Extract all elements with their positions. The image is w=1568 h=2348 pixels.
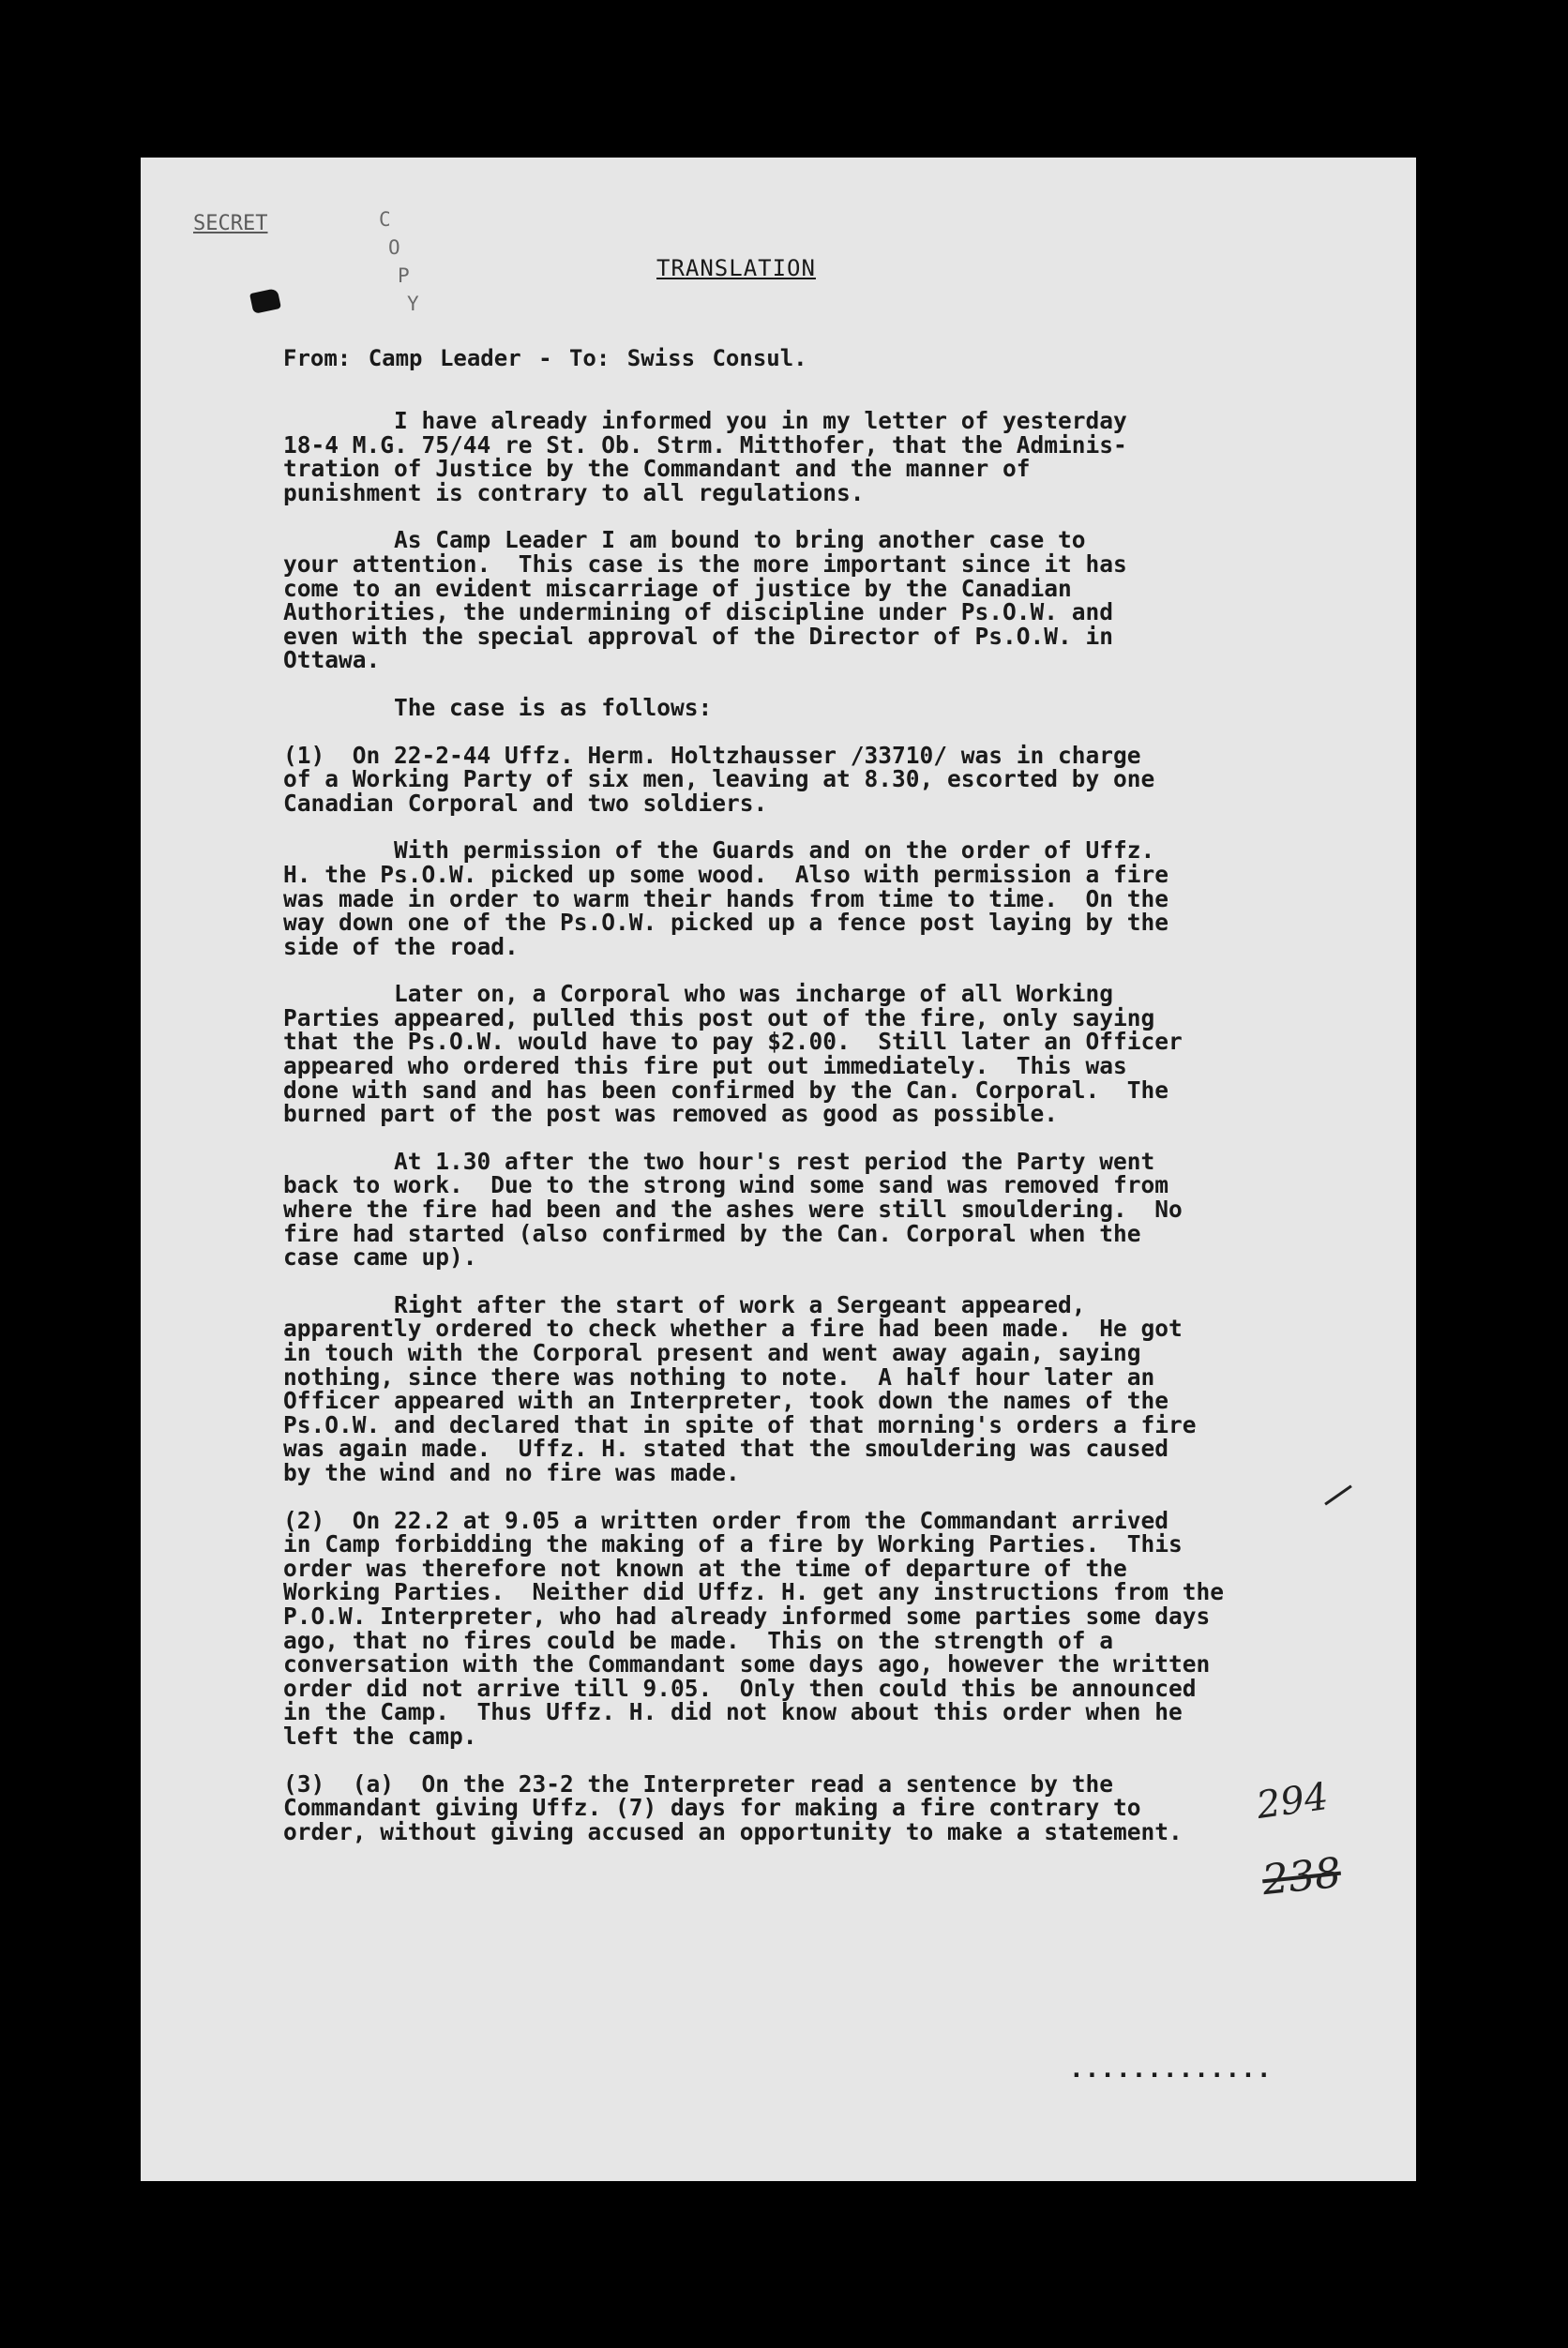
paragraph-another-case: As Camp Leader I am bound to bring another case to your attention. This case is the more important since it has come to an evident miscarriage of justice by the Canadian Authorities, the undermining of discipline under Ps.O.W. and even with the special approval of the Director of Ps.O.W. in Ottawa.: [283, 526, 1127, 674]
continuation-dots: .............: [1069, 2055, 1273, 2084]
paragraph-case-intro: The case is as follows:: [283, 693, 713, 721]
letter-body: [283, 409, 1390, 1867]
from-line: From: Camp Leader - To: Swiss Consul.: [283, 345, 807, 371]
copy-stamp-letter-o: O: [388, 236, 400, 259]
document-page: [141, 158, 1416, 2181]
paragraph-previous-letter: I have already informed you in my letter of yesterday 18-4 M.G. 75/44 re St. Ob. Strm. Mitthofer, that the Adminis- tration of Justice by the Commandant and the manner of punishment is contrary to all regulations.: [283, 407, 1127, 506]
paragraph-permission: With permission of the Guards and on the order of Uffz. H. the Ps.O.W. picked up some wood. Also with permission a fire was made in order to warm their hands from time to time. On the way down one of the Ps.O.W. picked up a fence post laying by the side of the road.: [283, 836, 1169, 960]
paragraph-point-2: (2) On 22.2 at 9.05 a written order from the Commandant arrived in Camp forbidding the making of a fire by Working Parties. This order was therefore not known at the time of departure of the Working Parties. Neither did Uffz. H. get any instructions from the P.O.W. Interpreter, who had already informed some parties some days ago, that no fires could be made. This on the strength of a conversation with the Commandant some days ago, however the written order did not arrive till 9.05. Only then could this be announced in the Camp. Thus Uffz. H. did not know about this order when he left the camp.: [283, 1506, 1225, 1750]
document-title: TRANSLATION: [656, 255, 816, 281]
ink-mark: [249, 288, 281, 314]
paragraph-rest-period: At 1.30 after the two hour's rest period the Party went back to work. Due to the strong wind some sand was removed from where the fire had been and the ashes were still smouldering. No fire had started (also confirmed by the Can. Corporal when the case came up).: [283, 1147, 1183, 1272]
secret-stamp: SECRET: [193, 212, 268, 235]
paragraph-corporal: Later on, a Corporal who was incharge of all Working Parties appeared, pulled this post out of the fire, only saying that the Ps.O.W. would have to pay $2.00. Still later an Officer appeared who ordered this fire put out immediately. This was done with sand and has been confirmed by the Can. Corporal. The burned part of the post was removed as good as possible.: [283, 980, 1183, 1128]
copy-stamp-letter-p: P: [398, 264, 410, 287]
paragraph-sergeant: Right after the start of work a Sergeant appeared, apparently ordered to check whether a fire had been made. He got in touch with the Corporal present and went away again, saying nothing, since there was nothing to note. A half hour later an Officer appeared with an Interpreter, took down the names of the Ps.O.W. and declared that in spite of that morning's orders a fire was again made. Uffz. H. stated that the smouldering was caused by the wind and no fire was made.: [283, 1290, 1197, 1486]
copy-stamp-letter-y: Y: [407, 293, 419, 315]
paragraph-point-1: (1) On 22-2-44 Uffz. Herm. Holtzhausser /33710/ was in charge of a Working Party of six men, leaving at 8.30, escorted by one Canadian Corporal and two soldiers.: [283, 741, 1155, 817]
handwritten-old-page-number: 238: [1259, 1848, 1344, 1905]
paragraph-point-3a: (3) (a) On the 23-2 the Interpreter read a sentence by the Commandant giving Uffz. (7) days for making a fire contrary to order, without giving accused an opportunity to make a statement.: [283, 1769, 1183, 1845]
copy-stamp-letter-c: C: [379, 208, 391, 231]
handwritten-page-number: 294: [1254, 1774, 1332, 1829]
